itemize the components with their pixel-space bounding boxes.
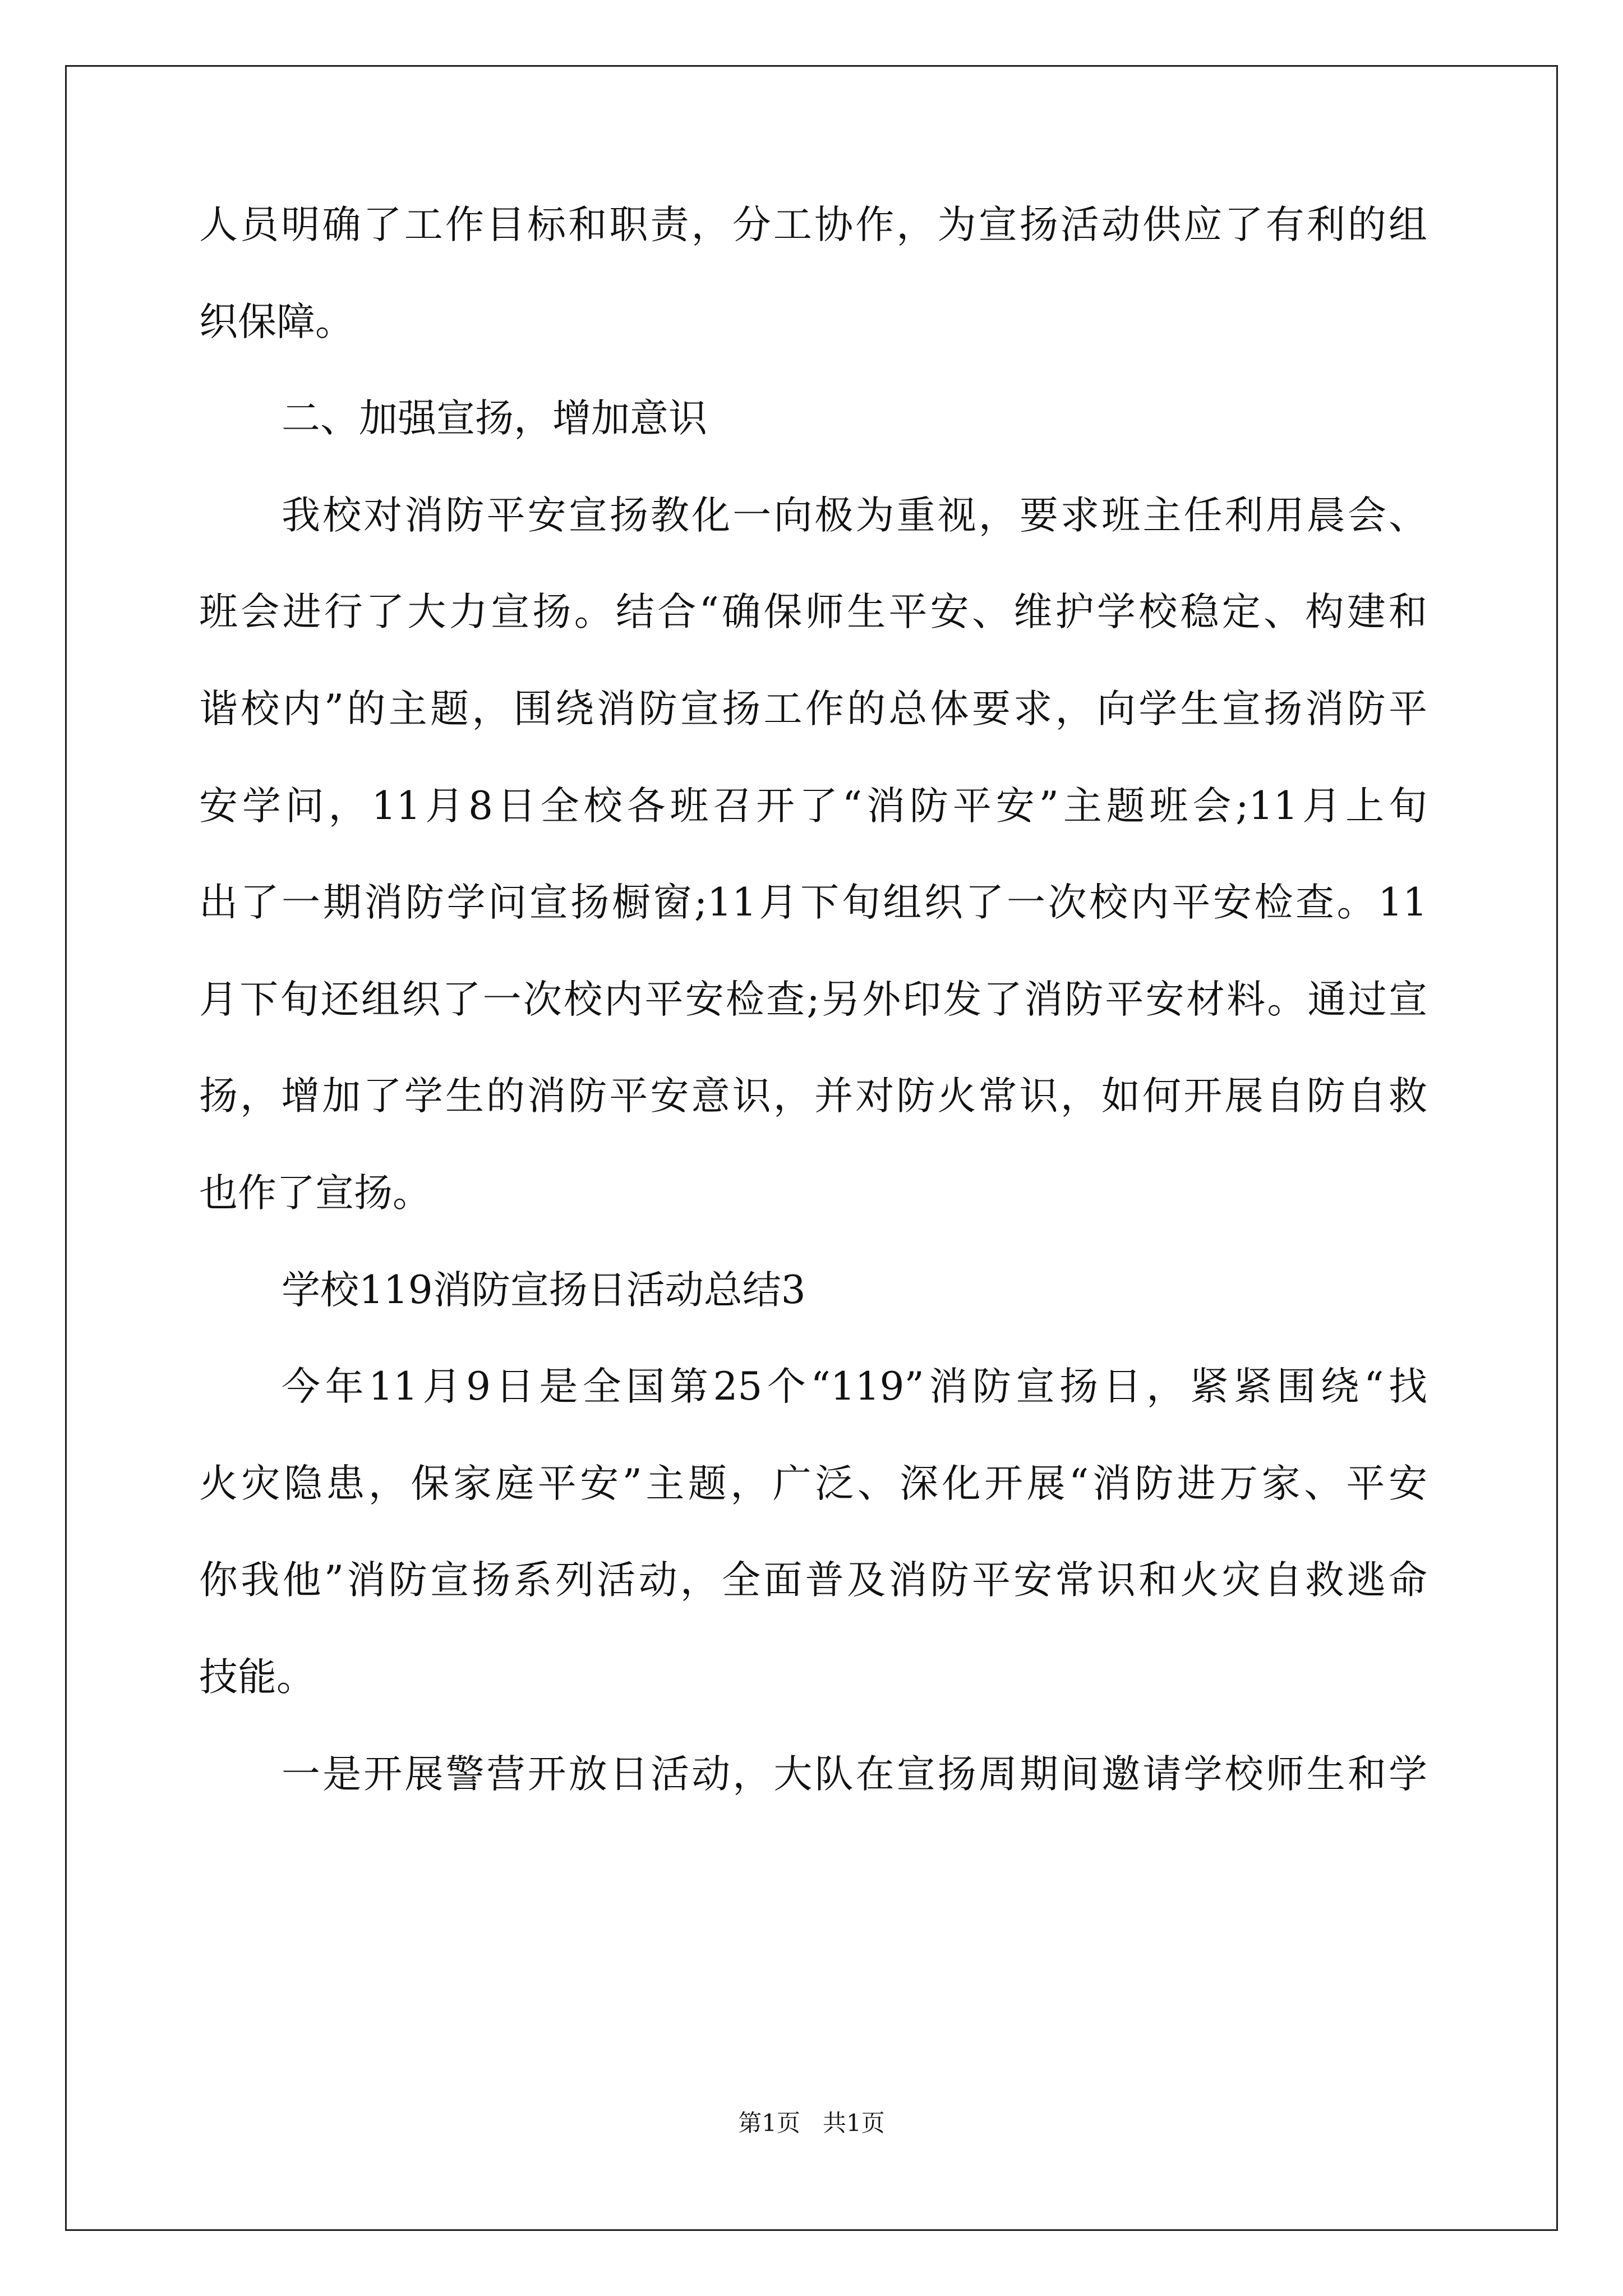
text-line: 一是开展警营开放日活动，大队在宣扬周期间邀请学校师生和学 bbox=[282, 1751, 1427, 1797]
text-line: 也作了宣扬。 bbox=[199, 1170, 431, 1216]
page-number: 第1页 bbox=[738, 2109, 800, 2137]
article-title: 学校119消防宣扬日活动总结3 bbox=[282, 1267, 806, 1313]
document-body bbox=[199, 203, 1427, 1852]
text-line: 织保障。 bbox=[199, 299, 354, 344]
text-line: 火灾隐患，保家庭平安”主题，广泛、深化开展“消防进万家、平安 bbox=[199, 1461, 1427, 1506]
section-heading: 二、加强宣扬，增加意识 bbox=[282, 396, 707, 441]
text-line: 班会进行了大力宣扬。结合“确保师生平安、维护学校稳定、构建和 bbox=[199, 590, 1427, 635]
text-line: 出了一期消防学问宣扬橱窗;11月下旬组织了一次校内平安检查。11 bbox=[199, 880, 1427, 926]
text-line: 技能。 bbox=[199, 1654, 315, 1700]
text-line: 人员明确了工作目标和职责，分工协作，为宣扬活动供应了有利的组 bbox=[199, 203, 1427, 247]
text-line: 你我他”消防宣扬系列活动，全面普及消防平安常识和火灾自救逃命 bbox=[199, 1558, 1427, 1603]
text-line: 月下旬还组织了一次校内平安检查;另外印发了消防平安材料。通过宣 bbox=[199, 977, 1427, 1022]
text-line: 今年11月9日是全国第25个“119”消防宣扬日，紧紧围绕“找 bbox=[282, 1364, 1427, 1410]
text-line: 谐校内”的主题，围绕消防宣扬工作的总体要求，向学生宣扬消防平 bbox=[199, 686, 1427, 731]
text-line: 我校对消防平安宣扬教化一向极为重视，要求班主任利用晨会、 bbox=[282, 493, 1427, 538]
page-total: 共1页 bbox=[823, 2109, 885, 2137]
text-line: 扬，增加了学生的消防平安意识，并对防火常识，如何开展自防自救 bbox=[199, 1074, 1427, 1119]
page-footer bbox=[0, 2110, 1623, 2136]
text-line: 安学问，11月8日全校各班召开了“消防平安”主题班会;11月上旬 bbox=[199, 783, 1427, 829]
